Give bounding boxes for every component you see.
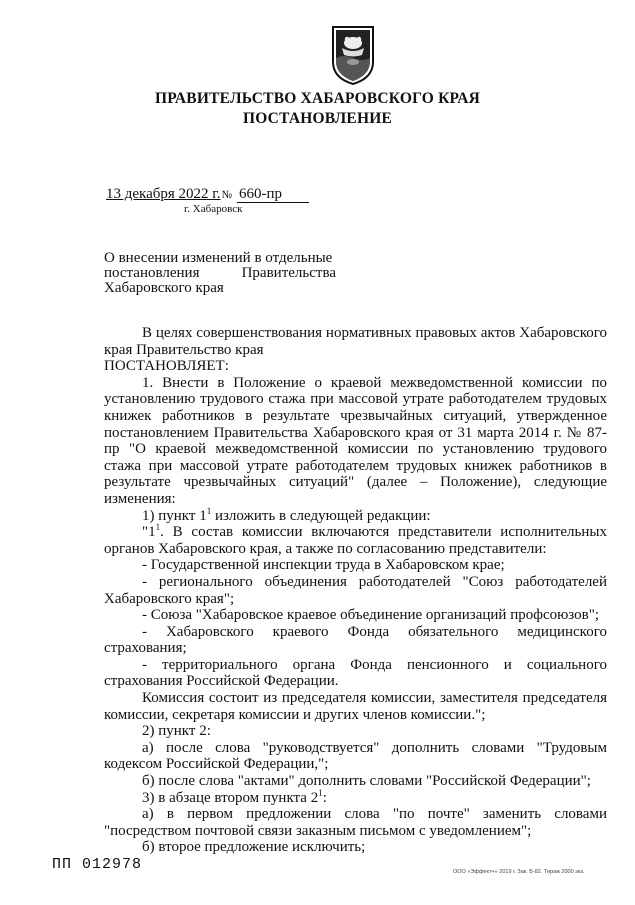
government-name: ПРАВИТЕЛЬСТВО ХАБАРОВСКОГО КРАЯ xyxy=(154,90,481,107)
paragraph-composition: Комиссия состоит из председателя комиссии, заместителя председателя комиссии, секретаря комиссии и других членов комиссии."; xyxy=(104,690,607,723)
subject-line-2 xyxy=(104,266,336,281)
printer-imprint: ООО «Эффект+» 2019 г. Зак. Б-82. Тираж 2000 экз. xyxy=(453,869,585,875)
list-item-pension-fund: - территориального органа Фонда пенсионного и социального страхования Российской Федерации. xyxy=(104,656,607,690)
new-edition-text-b: . В состав комиссии включаются представители исполнительных органов Хабаровского края, а также по согласованию представители: xyxy=(104,524,607,557)
document-city: г. Хабаровск xyxy=(184,203,243,215)
document-type: ПОСТАНОВЛЕНИЕ xyxy=(242,110,393,127)
paragraph-item-3b: б) второе предложение исключить; xyxy=(142,839,366,856)
paragraph-1: 1. Внести в Положение о краевой межведомственной комиссии по установлению трудового стажа при массовой утрате работодателем трудовых книжек работников в результате чрезвычайных ситуаций, утвержденное постановлением Правительства Хабаровского края от 31 марта 2014 г. № 87-пр "О краевой межведомственной комиссии по установлению трудового стажа при массовой утрате работодателем трудовых книжек работников в результате чрезвычайных ситуаций" (далее – Положение), следующие изменения: xyxy=(104,374,607,507)
document-subject xyxy=(104,251,336,296)
item-1-text-b: изложить в следующей редакции: xyxy=(211,507,431,524)
list-item-employers-union: - регионального объединения работодателей "Союз работодателей Хабаровского края"; xyxy=(104,573,607,607)
item-3-sup: 1 xyxy=(318,787,323,798)
item-3-text-b: : xyxy=(322,789,327,806)
document-date: 13 декабря 2022 г. xyxy=(106,186,221,202)
subject-line-2b: Правительства xyxy=(241,265,336,281)
paragraph-item-3 xyxy=(104,787,607,807)
subject-line-1: О внесении изменений в отдельные xyxy=(104,250,333,266)
paragraph-item-1 xyxy=(104,505,607,525)
number-sign: № xyxy=(221,189,232,201)
paragraph-item-3a: а) в первом предложении слова "по почте" заменить словами "посредством почтовой связи заказным письмом с уведомлением"; xyxy=(104,806,607,839)
paragraph-item-2a: а) после слова "руководствуется" дополнить словами "Трудовым кодексом Российской Федерации,"; xyxy=(104,739,607,773)
document-body xyxy=(104,325,607,856)
item-1-sup: 1 xyxy=(206,505,212,516)
form-serial-number: ПП 012978 xyxy=(52,856,143,873)
new-edition-text: "1 xyxy=(142,524,156,541)
coat-of-arms-emblem xyxy=(330,24,376,86)
item-3-text: 3) в абзаце втором пункта 2 xyxy=(142,789,319,806)
list-item-trade-unions: - Союза "Хабаровское краевое объединение организаций профсоюзов"; xyxy=(142,607,600,624)
document-number: 660-пр xyxy=(237,187,309,203)
list-item-labor-inspection: - Государственной инспекции труда в Хабаровском крае; xyxy=(142,557,505,574)
item-1-text: 1) пункт 1 xyxy=(142,507,207,524)
paragraph-item-2b: б) после слова "актами" дополнить словами "Российской Федерации"; xyxy=(142,773,591,790)
list-item-medical-fund: - Хабаровского краевого Фонда обязательного медицинского страхования; xyxy=(104,623,607,657)
paragraph-item-2: 2) пункт 2: xyxy=(142,723,211,740)
resolves-heading: ПОСТАНОВЛЯЕТ: xyxy=(104,358,229,375)
subject-line-2a: постановления xyxy=(104,265,200,281)
subject-line-3: Хабаровского края xyxy=(104,280,224,296)
new-edition-sup: 1 xyxy=(155,522,161,533)
document-date-line xyxy=(106,186,309,203)
preamble-paragraph: В целях совершенствования нормативных правовых актов Хабаровского края Правительство края xyxy=(104,325,607,358)
paragraph-new-edition xyxy=(104,524,607,557)
